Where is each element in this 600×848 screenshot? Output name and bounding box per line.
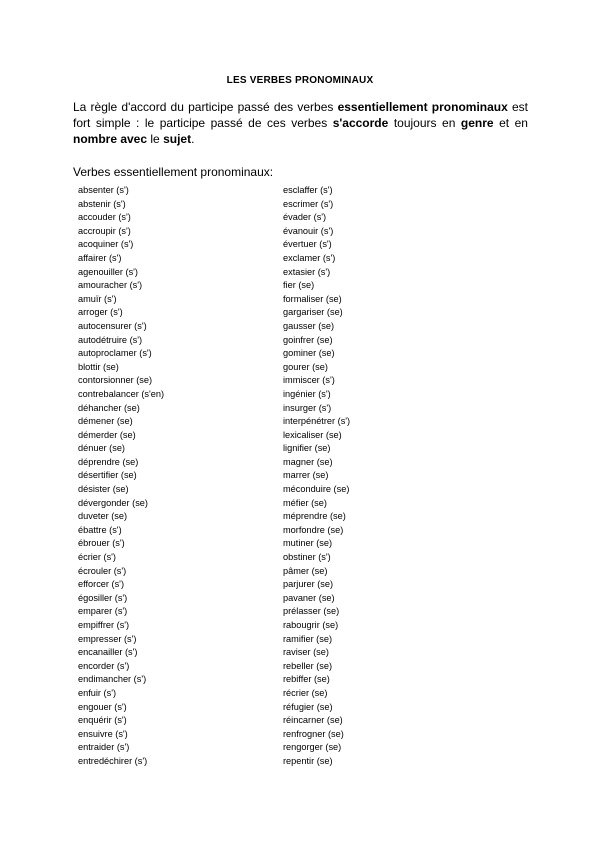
verb-list-item: désertifier (se): [78, 470, 137, 481]
verb-list-item: désister (se): [78, 484, 129, 495]
verb-list-item: abstenir (s'): [78, 198, 126, 209]
intro-bold-sujet: sujet: [163, 132, 192, 146]
verb-list-item: rengorger (se): [283, 742, 342, 753]
verb-list-item: pavaner (se): [283, 592, 335, 603]
verb-list-item: lignifier (se): [283, 443, 331, 454]
verb-list-item: exclamer (s'): [283, 252, 336, 263]
verb-list-item: autoproclamer (s'): [78, 348, 152, 359]
verb-list-item: dénuer (se): [78, 443, 125, 454]
verb-list-item: enfuir (s'): [78, 687, 117, 698]
verb-list-item: déhancher (se): [78, 402, 140, 413]
verb-list-item: gominer (se): [283, 348, 335, 359]
verb-list-item: insurger (s'): [283, 402, 332, 413]
verb-list-item: magner (se): [283, 456, 333, 467]
intro-bold-nombre: nombre avec: [73, 132, 148, 146]
verb-list-item: entraider (s'): [78, 742, 130, 753]
verb-list-item: démener (se): [78, 416, 133, 427]
verb-list-item: esclaffer (s'): [283, 185, 333, 195]
page-title: LES VERBES PRONOMINAUX: [226, 75, 374, 86]
verb-list-item: récrier (se): [283, 687, 328, 698]
verb-list-item: ébattre (s'): [78, 524, 122, 535]
verb-list-item: arroger (s'): [78, 307, 123, 318]
verb-list-item: rebeller (se): [283, 660, 333, 671]
verb-list-item: amouracher (s'): [78, 280, 143, 291]
intro-bold-accorde: s'accorde: [332, 116, 389, 130]
verb-list-item: réfugier (se): [283, 701, 333, 712]
verb-list-item: acoquiner (s'): [78, 239, 134, 250]
intro-text-4: et en: [493, 116, 528, 130]
verb-list-item: endimancher (s'): [78, 674, 147, 685]
verb-list-item: fier (se): [283, 280, 315, 291]
verb-list-item: gourer (se): [283, 361, 328, 372]
verb-list-item: démerder (se): [78, 429, 136, 440]
verb-list-item: gausser (se): [283, 320, 335, 331]
verb-list-item: repentir (se): [283, 755, 333, 766]
verb-list-item: contrebalancer (s'en): [78, 388, 165, 399]
verb-list-item: parjurer (se): [283, 579, 334, 590]
verb-list-item: engouer (s'): [78, 701, 127, 712]
verb-list-item: interpénétrer (s'): [283, 416, 351, 427]
verb-list-item: méprendre (se): [283, 511, 346, 522]
verb-list-item: raviser (se): [283, 647, 329, 658]
verb-list-item: évanouir (s'): [283, 225, 334, 236]
verb-list-item: emparer (s'): [78, 606, 128, 617]
verb-list-item: évertuer (s'): [283, 239, 332, 250]
verb-list-item: prélasser (se): [283, 606, 340, 617]
verb-list-item: duveter (se): [78, 511, 128, 522]
verb-list-item: enquérir (s'): [78, 715, 127, 726]
verb-list-item: formaliser (se): [283, 293, 342, 304]
verb-list-item: goinfrer (se): [283, 334, 333, 345]
verb-list-item: escrimer (s'): [283, 198, 334, 209]
intro-text-2: est fort simple : le participe passé de ces verbes: [73, 100, 529, 130]
verb-list-item: amuïr (s'): [78, 293, 117, 304]
verb-list-item: empresser (s'): [78, 633, 137, 644]
verb-list-item: absenter (s'): [78, 185, 129, 195]
verb-list-item: ramifier (se): [283, 633, 333, 644]
intro-text-6: .: [191, 132, 195, 146]
verb-list-item: pâmer (se): [283, 565, 328, 576]
verb-list-left-column: [78, 184, 164, 769]
intro-bold-genre: genre: [460, 116, 494, 130]
verb-list-item: morfondre (se): [283, 524, 344, 535]
verb-list-item: lexicaliser (se): [283, 429, 342, 440]
verb-list-item: contorsionner (se): [78, 375, 153, 386]
intro-text-5: le: [147, 132, 164, 146]
verb-list-item: entredéchirer (s'): [78, 755, 148, 766]
verb-list-item: mutiner (se): [283, 538, 333, 549]
verb-list-item: encanailler (s'): [78, 647, 138, 658]
verb-list-item: rebiffer (se): [283, 674, 330, 685]
verb-list-item: méfier (se): [283, 497, 327, 508]
verb-list-item: écrouler (s'): [78, 565, 127, 576]
verb-list-item: renfrogner (se): [283, 728, 344, 739]
intro-paragraph: [73, 99, 528, 147]
verb-list-item: autodétruire (s'): [78, 334, 143, 345]
intro-bold-essentiellement: essentiellement pronominaux: [337, 100, 508, 114]
verb-list-item: extasier (s'): [283, 266, 331, 277]
verb-list-item: efforcer (s'): [78, 579, 125, 590]
verb-list-item: immiscer (s'): [283, 375, 335, 386]
verb-list-item: dévergonder (se): [78, 497, 148, 508]
verb-list-item: méconduire (se): [283, 484, 350, 495]
verb-list-item: ensuivre (s'): [78, 728, 128, 739]
verb-list-heading: Verbes essentiellement pronominaux:: [73, 165, 274, 179]
verb-list-item: autocensurer (s'): [78, 320, 147, 331]
verb-list-item: marrer (se): [283, 470, 329, 481]
verb-list-item: blottir (se): [78, 361, 119, 372]
verb-list-item: affairer (s'): [78, 252, 122, 263]
verb-list-item: agenouiller (s'): [78, 266, 138, 277]
verb-list-item: ingénier (s'): [283, 388, 331, 399]
verb-list-item: gargariser (se): [283, 307, 343, 318]
verb-list-item: encorder (s'): [78, 660, 130, 671]
verb-list-item: empiffrer (s'): [78, 620, 130, 630]
verb-list-item: réincarner (se): [283, 715, 343, 726]
verb-list-item: déprendre (se): [78, 456, 139, 467]
intro-text-1: La règle d'accord du participe passé des verbes: [73, 100, 338, 114]
verb-list-item: obstiner (s'): [283, 552, 331, 563]
verb-list-item: ébrouer (s'): [78, 538, 125, 549]
verb-list-item: accroupir (s'): [78, 225, 131, 236]
verb-list-item: écrier (s'): [78, 552, 116, 563]
verb-list-right-column: [283, 184, 350, 769]
verb-list-item: accouder (s'): [78, 212, 131, 223]
intro-text-3: toujours en: [388, 116, 461, 130]
verb-list-item: rabougrir (se): [283, 620, 339, 630]
verb-list-item: égosiller (s'): [78, 592, 128, 603]
verb-list-item: évader (s'): [283, 212, 327, 223]
